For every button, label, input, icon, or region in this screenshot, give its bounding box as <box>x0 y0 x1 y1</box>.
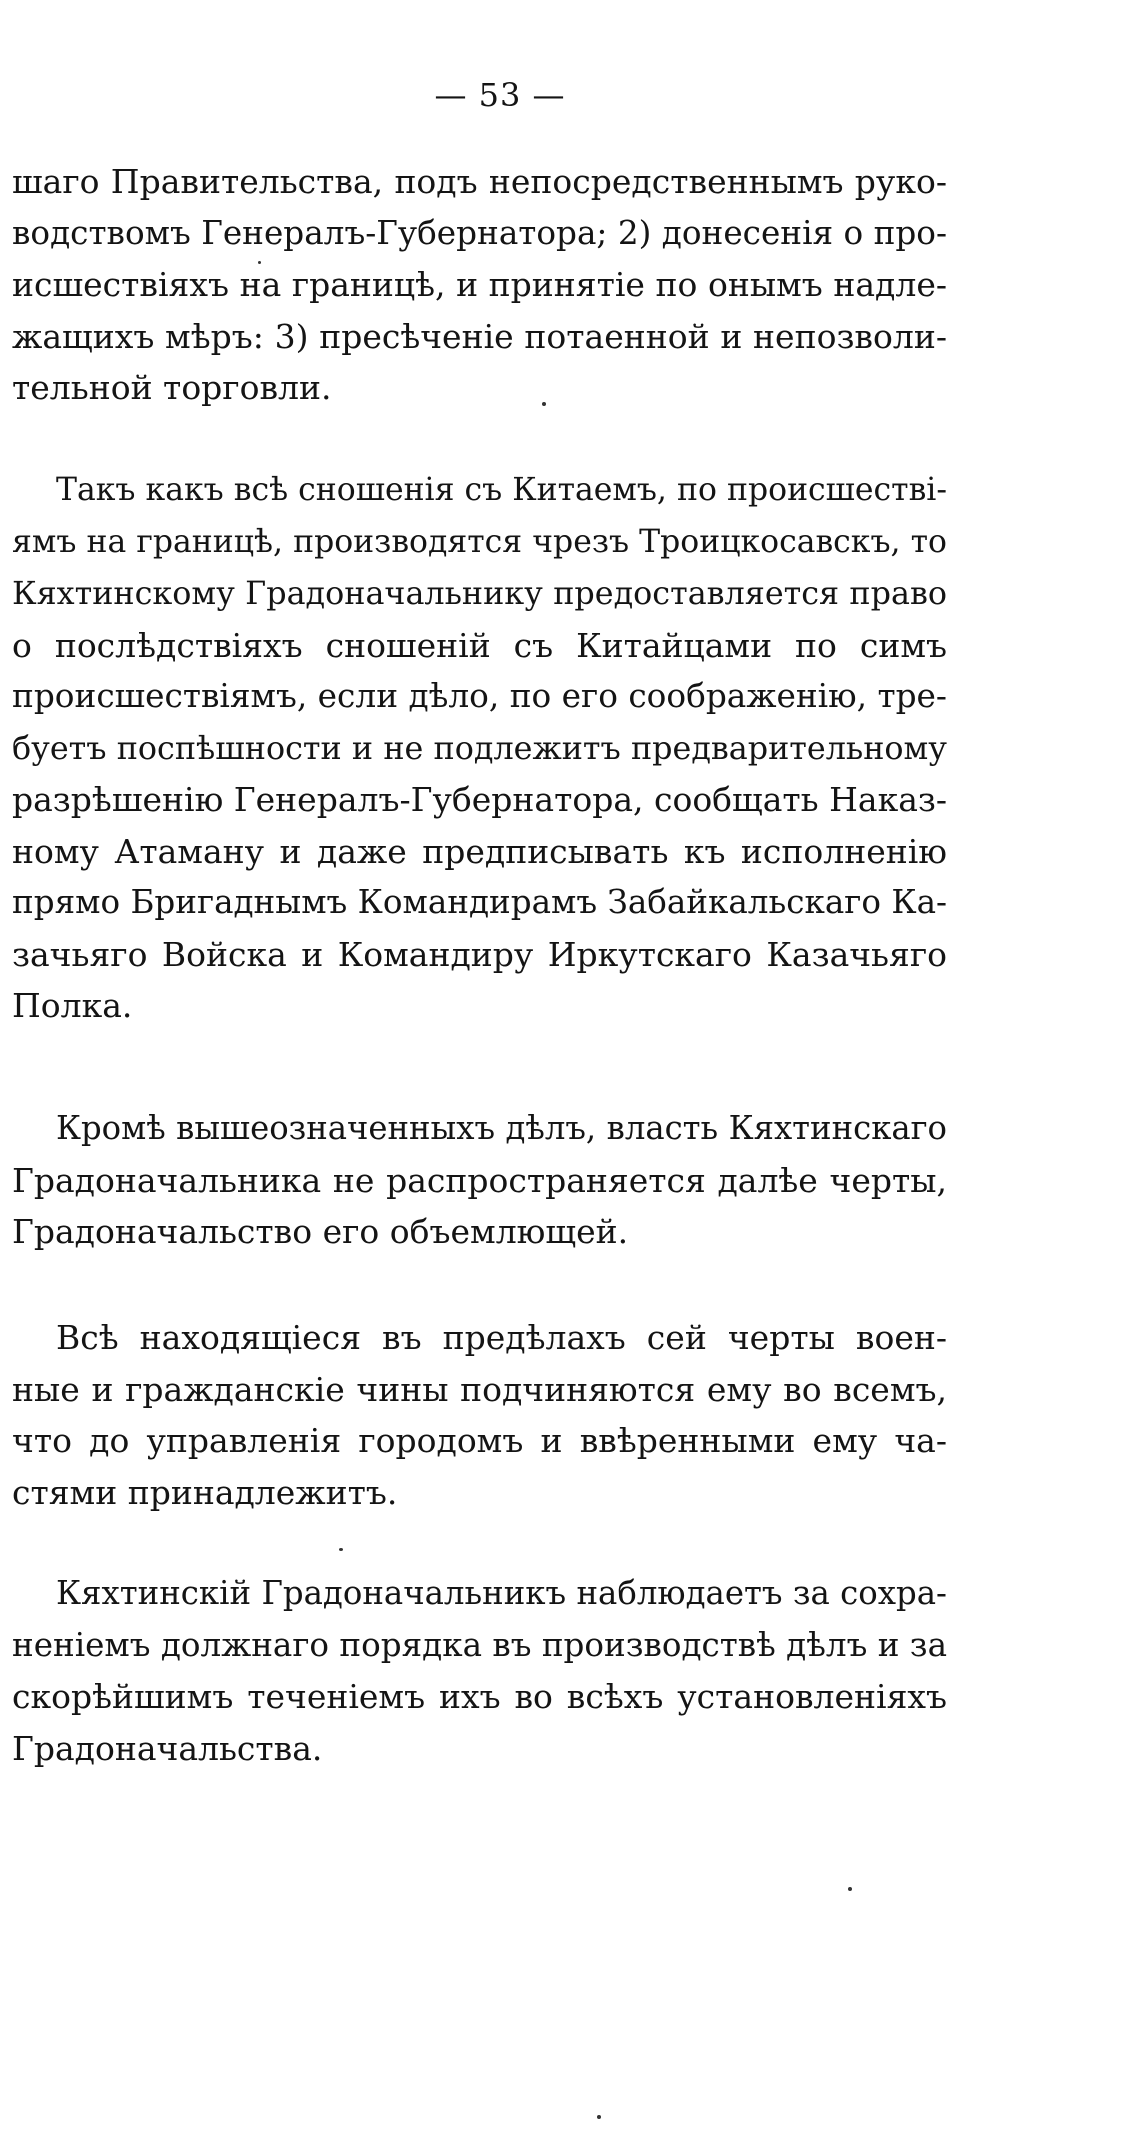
text-line: ному Атаману и даже предписывать къ исполненію <box>12 831 947 871</box>
print-speck <box>258 261 261 264</box>
text-line: Градоначальство его объемлющей. <box>12 1212 629 1251</box>
text-line: Всѣ находящіеся въ предѣлахъ сей черты воен- <box>56 1318 947 1357</box>
paragraph <box>12 1312 947 1518</box>
text-line: прямо Бригаднымъ Командирамъ Забайкальскаго Ка- <box>12 883 947 921</box>
text-line: Градоначальства. <box>12 1728 323 1768</box>
text-line: исшествіяхъ на границѣ, и принятіе по онымъ надле- <box>12 265 947 304</box>
print-speck <box>542 402 546 406</box>
paragraph <box>12 156 947 414</box>
text-line: шаго Правительства, подъ непосредственнымъ руко- <box>12 162 947 201</box>
paragraph <box>12 1103 947 1258</box>
paragraph <box>12 1568 947 1774</box>
text-line: жащихъ мѣръ: 3) пресѣченіе потаенной и непозволи- <box>12 316 947 356</box>
text-line: Кромѣ вышеозначенныхъ дѣлъ, власть Кяхтинскаго <box>56 1109 947 1147</box>
text-line: ямъ на границѣ, производятся чрезъ Троицкосавскъ, то <box>12 523 947 560</box>
text-line: неніемъ должнаго порядка въ производствѣ дѣлъ и за <box>12 1625 947 1664</box>
print-speck <box>339 1548 343 1551</box>
text-line: Полка. <box>12 986 133 1025</box>
text-line: скорѣйшимъ теченіемъ ихъ во всѣхъ установленіяхъ <box>12 1677 947 1716</box>
text-line: о послѣдствіяхъ сношеній съ Китайцами по симъ <box>12 625 947 665</box>
page-number: — 53 — <box>434 76 566 114</box>
text-line: Кяхтинскому Градоначальнику предоставляется право <box>12 574 947 612</box>
text-line: разрѣшенію Генералъ-Губернатора, сообщать Наказ- <box>12 780 948 819</box>
print-speck <box>848 1887 852 1891</box>
text-line: Градоначальника не распространяется далѣе черты, <box>12 1160 947 1200</box>
text-line: что до управленія городомъ и ввѣренными ему ча- <box>12 1421 947 1460</box>
text-line: Такъ какъ всѣ сношенія съ Китаемъ, по происшествi- <box>56 472 947 508</box>
print-speck <box>597 2115 601 2119</box>
text-line: буетъ поспѣшности и не подлежитъ предварительному <box>12 728 947 767</box>
text-line: стями принадлежитъ. <box>12 1472 398 1512</box>
text-line: происшествіямъ, если дѣло, по его соображенію, тре- <box>12 677 947 715</box>
text-line: тельной торговли. <box>12 368 332 407</box>
text-line: зачьяго Войска и Командиру Иркутскаго Казачьяго <box>12 934 947 974</box>
text-line: Кяхтинскій Градоначальникъ наблюдаетъ за сохра- <box>56 1574 947 1612</box>
paragraph <box>12 465 947 1032</box>
text-line: водствомъ Генералъ-Губернатора; 2) донесенія о про- <box>12 213 947 252</box>
text-line: ные и гражданскіе чины подчиняются ему во всемъ, <box>12 1369 947 1409</box>
